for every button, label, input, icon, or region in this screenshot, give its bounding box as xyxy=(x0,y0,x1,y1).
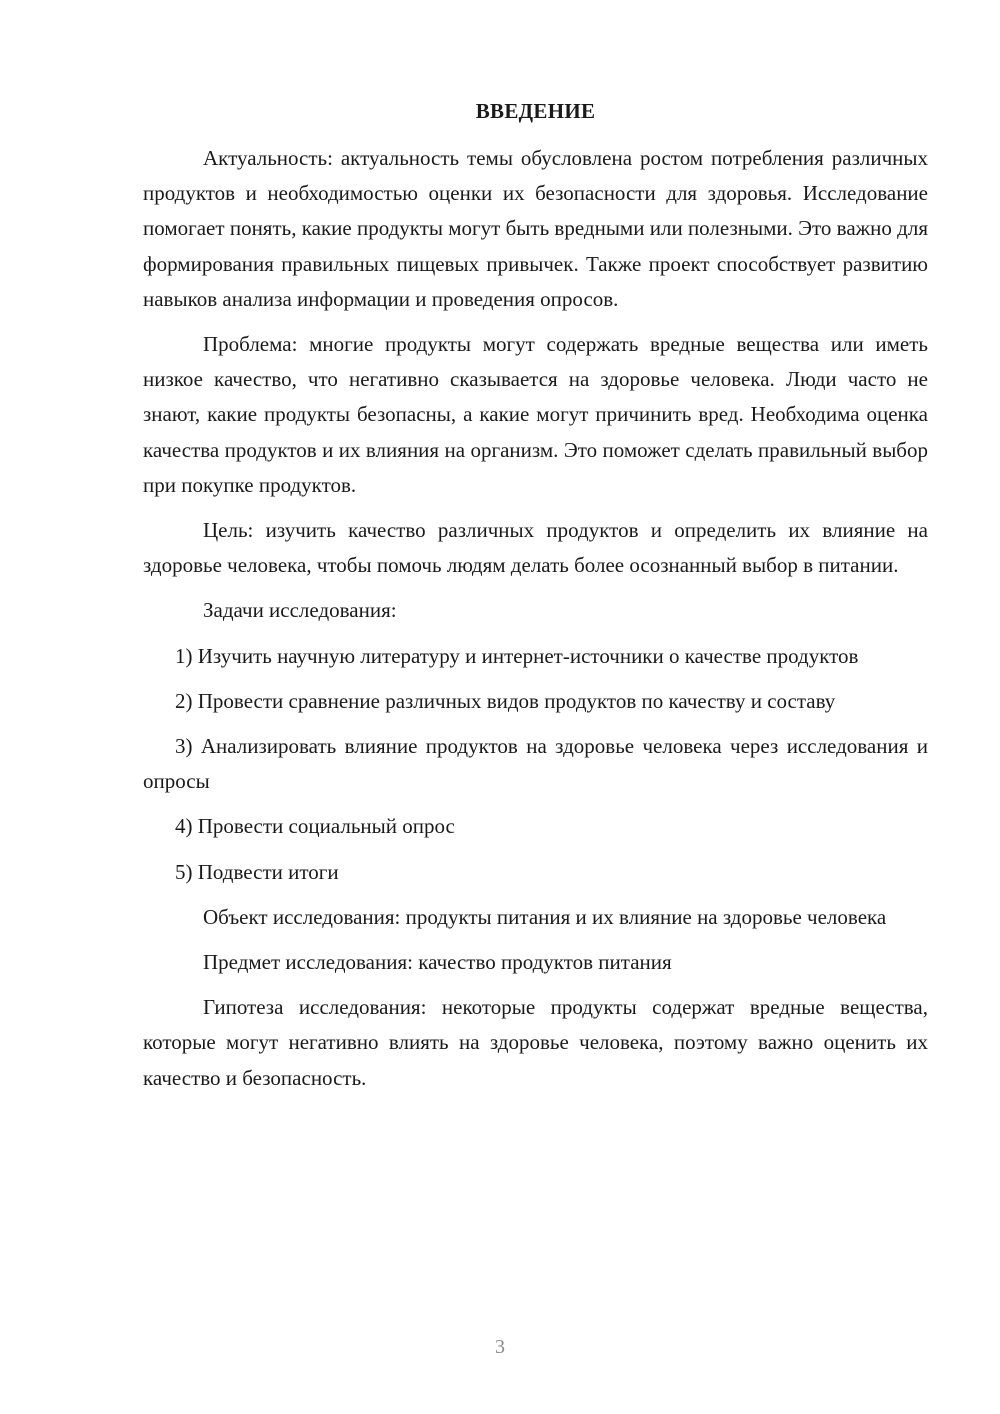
task-item: 1) Изучить научную литературу и интернет-источники о качестве продуктов xyxy=(175,643,859,668)
problem-paragraph: Проблема: многие продукты могут содержать вредные вещества или иметь низкое качество, что негативно сказывается на здоровье человека. Люди часто не знают, какие продукты безопасны, а какие могут причинить вред. Необходима оценка качества продуктов и их влияния на организм. Это поможет сделать правильный выбор при покупке продуктов. xyxy=(143,332,928,497)
subject-paragraph: Предмет исследования: качество продуктов питания xyxy=(203,950,672,975)
section-title: ВВЕДЕНИЕ xyxy=(475,99,596,123)
object-paragraph: Объект исследования: продукты питания и их влияние на здоровье человека xyxy=(203,904,887,929)
relevance-paragraph: Актуальность: актуальность темы обусловлена ростом потребления различных продуктов и необходимостью оценки их безопасности для здоровья. Исследование помогает понять, какие продукты могут быть вредными или полезными. Это важно для формирования правильных пищевых привычек. Также проект способствует развитию навыков анализа информации и проведения опросов. xyxy=(143,146,928,311)
goal-paragraph: Цель: изучить качество различных продуктов и определить их влияние на здоровье человека, чтобы помочь людям делать более осознанный выбор в питании. xyxy=(143,518,928,578)
task-item: 2) Провести сравнение различных видов продуктов по качеству и составу xyxy=(175,688,836,713)
hypothesis-paragraph: Гипотеза исследования: некоторые продукты содержат вредные вещества, которые могут негативно влиять на здоровье человека, поэтому важно оценить их качество и безопасность. xyxy=(143,995,928,1090)
tasks-list xyxy=(143,639,928,890)
tasks-heading: Задачи исследования: xyxy=(203,598,397,623)
task-item: 4) Провести социальный опрос xyxy=(175,814,455,839)
document-page xyxy=(143,95,928,1106)
page-number: 3 xyxy=(495,1336,505,1358)
task-item: 3) Анализировать влияние продуктов на здоровье человека через исследования и опросы xyxy=(143,734,928,794)
task-item: 5) Подвести итоги xyxy=(175,859,339,884)
